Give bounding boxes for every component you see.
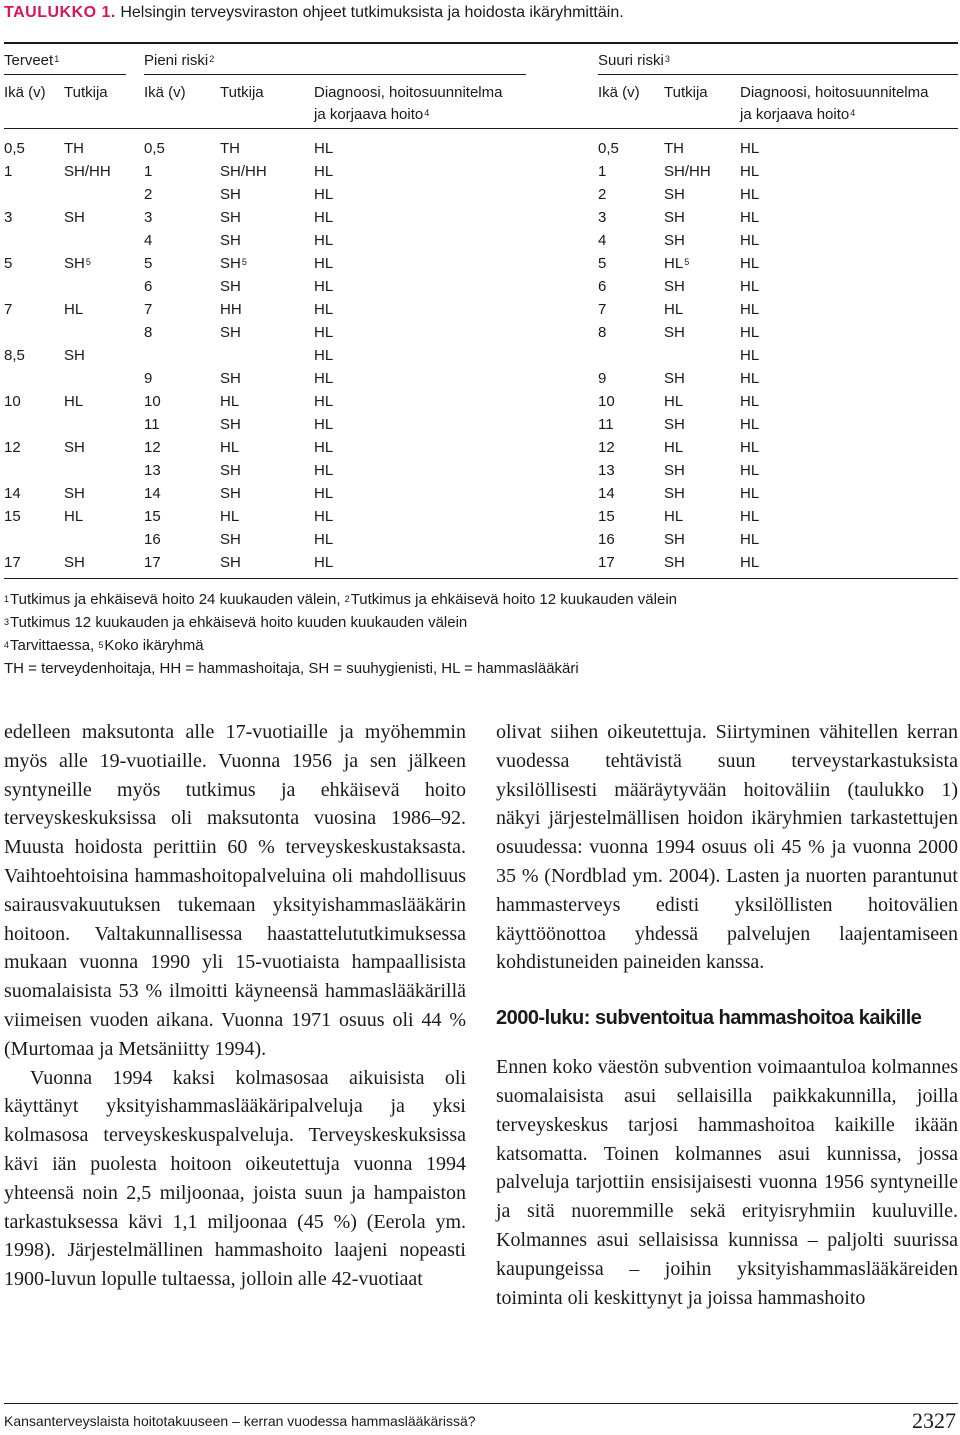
cell-high-diagnosis: HL (740, 416, 760, 433)
cell-low-examiner: TH (220, 140, 240, 157)
col-header-low-diagnosis: Diagnoosi, hoitosuunnitelma ja korjaava hoito$^4$ (314, 84, 503, 123)
col-header-low-age: Ikä (v) (144, 84, 186, 101)
cell-low-diagnosis: HL (314, 508, 334, 525)
cell-high-age: 1 (598, 163, 607, 180)
cell-high-age: 2 (598, 186, 607, 203)
cell-high-diagnosis: HL (740, 255, 760, 272)
cell-high-examiner: SH (664, 370, 685, 387)
cell-high-age: 15 (598, 508, 615, 525)
col-header-healthy-age: Ikä (v) (4, 84, 46, 101)
col-header-high-examiner: Tutkija (664, 84, 708, 101)
cell-high-diagnosis: HL (740, 393, 760, 410)
cell-low-diagnosis: HL (314, 255, 334, 272)
cell-low-diagnosis: HL (314, 140, 334, 157)
cell-healthy-age: 17 (4, 554, 21, 571)
cell-healthy-examiner: SH (64, 209, 85, 226)
table-caption (4, 4, 624, 22)
cell-high-age: 13 (598, 462, 615, 479)
paragraph: edelleen maksutonta alle 17-vuotiaille ja myöhemmin myös alle 19-vuotiaille. Vuonna 1956 ja sen jälkeen syntyneille myös tutkimus ja ehkäisevä hoito terveyskeskuksissa oli maksutonta vuosina 1986–92. Muusta hoidosta perittiin 60 % terveyskeskustaksasta. Vaihtoehtoisina hammashoitopalveluina oli mahdollisuus sairausvakuutuksen tukemaan yksityishammaslääkärin hoitoon. Valtakunnallisessa haastattelututkimuksessa mukaan vuonna 1990 yli 15-vuotiaista hampaallisista suomalaisista 53 % ilmoitti käyneensä hammaslääkärillä viimeisen vuoden aikana. Vuonna 1971 osuus oli 44 % (Murtomaa ja Metsäniitty 1994). (4, 721, 466, 1060)
group-rule-healthy (4, 74, 126, 75)
cell-high-age: 14 (598, 485, 615, 502)
cell-high-examiner: SH (664, 462, 685, 479)
cell-low-age: 12 (144, 439, 161, 456)
cell-high-age: 7 (598, 301, 607, 318)
cell-high-examiner: $HL^5$ (664, 255, 690, 272)
cell-high-examiner: SH (664, 278, 685, 295)
footnote-legend: TH = terveydenhoitaja, HH = hammashoitaja, SH = suuhygienisti, HL = hammaslääkäri (4, 660, 579, 677)
cell-low-age: 7 (144, 301, 153, 318)
cell-high-examiner: SH (664, 485, 685, 502)
cell-low-examiner: SH (220, 278, 241, 295)
cell-low-examiner: $SH^5$ (220, 255, 247, 272)
table-top-rule (4, 42, 958, 44)
cell-low-diagnosis: HL (314, 324, 334, 341)
cell-low-diagnosis: HL (314, 531, 334, 548)
cell-low-age: 16 (144, 531, 161, 548)
cell-healthy-examiner: SH (64, 554, 85, 571)
cell-high-age: 5 (598, 255, 607, 272)
cell-low-age: 0,5 (144, 140, 165, 157)
cell-high-examiner: HL (664, 301, 684, 318)
page-number: 2327 (912, 1408, 956, 1433)
group-header-healthy: Terveet$^1$ (4, 52, 60, 69)
cell-high-age: 0,5 (598, 140, 619, 157)
cell-high-examiner: SH (664, 232, 685, 249)
cell-low-examiner: SH (220, 370, 241, 387)
cell-high-examiner: HL (664, 393, 684, 410)
cell-healthy-age: 8,5 (4, 347, 25, 364)
footer-rule (4, 1403, 958, 1404)
cell-low-diagnosis: HL (314, 163, 334, 180)
cell-low-diagnosis: HL (314, 554, 334, 571)
cell-high-diagnosis: HL (740, 370, 760, 387)
cell-healthy-examiner: HL (64, 508, 84, 525)
cell-healthy-age: 14 (4, 485, 21, 502)
cell-low-diagnosis: HL (314, 370, 334, 387)
cell-low-diagnosis: HL (314, 209, 334, 226)
cell-high-diagnosis: HL (740, 209, 760, 226)
cell-high-examiner: SH (664, 324, 685, 341)
cell-high-age: 17 (598, 554, 615, 571)
cell-low-age: 10 (144, 393, 161, 410)
cell-high-diagnosis: HL (740, 439, 760, 456)
cell-healthy-examiner: TH (64, 140, 84, 157)
col-header-healthy-examiner: Tutkija (64, 84, 108, 101)
cell-low-age: 5 (144, 255, 153, 272)
cell-low-age: 3 (144, 209, 153, 226)
body-column-left (4, 718, 466, 1294)
cell-low-examiner: SH (220, 186, 241, 203)
cell-high-age: 4 (598, 232, 607, 249)
cell-low-examiner: SH (220, 416, 241, 433)
section-heading: 2000-luku: subventoitua hammashoitoa kaikille (496, 1007, 922, 1030)
header-bottom-rule (4, 128, 958, 129)
paragraph: Vuonna 1994 kaksi kolmasosaa aikuisista oli käyttänyt yksityishammaslääkäripalveluja ja yksi kolmasosa terveyskeskuspalveluja. Terveyskeskuksissa kävi iän puolesta hoitoon oikeutettuja vuonna 1994 yhteensä noin 2,5 miljoonaa, joista suun ja hampaiston tarkastuksessa kävi 1,1 miljoonaa (45 %) (Eerola ym. 1998). Järjestelmällinen hammashoito laajeni nopeasti 1900-luvun lopulle tultaessa, jolloin alle 42-vuotiaat (4, 1066, 466, 1291)
cell-low-examiner: SH (220, 324, 241, 341)
footnote-line-2: $^3$Tutkimus 12 kuukauden ja ehkäisevä hoito kuuden kuukauden välein (4, 614, 468, 631)
cell-healthy-examiner: HL (64, 393, 84, 410)
cell-low-diagnosis: HL (314, 393, 334, 410)
cell-high-age: 3 (598, 209, 607, 226)
body-column-right (496, 718, 958, 1312)
cell-high-diagnosis: HL (740, 140, 760, 157)
cell-high-examiner: SH (664, 531, 685, 548)
cell-healthy-age: 12 (4, 439, 21, 456)
table-label: TAULUKKO 1. (4, 4, 116, 21)
paragraph: olivat siihen oikeutettuja. Siirtyminen vähitellen kerran vuodessa tehtävistä suun terveystarkastuksista yksilöllisesti määräytyvään hoitoväliin (taulukko 1) näkyi järjestelmällisen hoidon ikäryhmien tarkastettujen osuudessa: vuonna 1994 osuus oli 45 % ja vuonna 2000 35 % (Nordblad ym. 2004). Lasten ja nuorten parantunut hammasterveys edisti yksilöllisten hoitovälien käyttöönottoa yhdessä palvelujen laajentamiseen kohdistuneiden paineiden kanssa. (496, 721, 958, 974)
cell-healthy-age: 3 (4, 209, 13, 226)
cell-low-age: 15 (144, 508, 161, 525)
cell-healthy-examiner: SH (64, 485, 85, 502)
cell-healthy-examiner: SH (64, 347, 85, 364)
cell-low-examiner: SH (220, 462, 241, 479)
cell-low-examiner: SH (220, 485, 241, 502)
footnote-line-1: $^1$Tutkimus ja ehkäisevä hoito 24 kuukauden välein, $^2$Tutkimus ja ehkäisevä hoito 12 kuukauden välein (4, 591, 677, 608)
cell-high-age: 9 (598, 370, 607, 387)
cell-healthy-age: 1 (4, 163, 13, 180)
cell-high-age: 6 (598, 278, 607, 295)
group-rule-low-risk (144, 74, 526, 75)
cell-high-diagnosis: HL (740, 347, 760, 364)
running-title: Kansanterveyslaista hoitotakuuseen – kerran vuodessa hammaslääkärissä? (4, 1413, 476, 1429)
cell-low-age: 13 (144, 462, 161, 479)
cell-healthy-examiner: $SH^5$ (64, 255, 91, 272)
cell-low-diagnosis: HL (314, 301, 334, 318)
cell-low-examiner: HL (220, 393, 240, 410)
cell-healthy-examiner: SH (64, 439, 85, 456)
cell-high-examiner: SH (664, 554, 685, 571)
cell-low-examiner: SH (220, 209, 241, 226)
cell-high-examiner: SH (664, 186, 685, 203)
cell-high-age: 11 (598, 416, 614, 433)
cell-low-diagnosis: HL (314, 485, 334, 502)
cell-low-age: 6 (144, 278, 153, 295)
group-header-low-risk: Pieni riski$^2$ (144, 52, 215, 69)
cell-high-diagnosis: HL (740, 186, 760, 203)
cell-high-diagnosis: HL (740, 462, 760, 479)
cell-low-diagnosis: HL (314, 186, 334, 203)
cell-healthy-age: 7 (4, 301, 13, 318)
col-header-high-age: Ikä (v) (598, 84, 640, 101)
paragraph: Ennen koko väestön subvention voimaantuloa kolmannes suomalaisista asui sellaisilla paikkakunnilla, joilla terveyskeskus tarjosi hammashoitoa kaikille ikään katsomatta. Toinen kolmannes asui kunnissa, jossa palveluja tarjottiin ensisijaisesti vuonna 1956 syntyneille ja sitä nuoremmille sekä erityisryhmiin kuuluville. Kolmannes asui sellaisissa kunnissa – paljolti suurissa kaupungeissa – joihin yksityishammaslääkäreiden toiminta oli keskittynyt ja joissa hammashoito (496, 1056, 958, 1309)
cell-low-age: 17 (144, 554, 161, 571)
cell-high-age: 10 (598, 393, 615, 410)
cell-low-diagnosis: HL (314, 278, 334, 295)
cell-low-age: 1 (144, 163, 153, 180)
cell-high-examiner: HL (664, 508, 684, 525)
cell-high-examiner: HL (664, 439, 684, 456)
cell-high-age: 16 (598, 531, 615, 548)
cell-low-examiner: SH (220, 232, 241, 249)
col-header-low-examiner: Tutkija (220, 84, 264, 101)
cell-low-age: 2 (144, 186, 153, 203)
cell-low-age: 14 (144, 485, 161, 502)
cell-low-age: 8 (144, 324, 153, 341)
cell-low-age: 4 (144, 232, 153, 249)
table-bottom-rule (4, 578, 958, 579)
cell-low-examiner: HL (220, 508, 240, 525)
cell-high-examiner: TH (664, 140, 684, 157)
cell-high-diagnosis: HL (740, 324, 760, 341)
cell-high-examiner: SH/HH (664, 163, 711, 180)
cell-low-diagnosis: HL (314, 439, 334, 456)
cell-high-diagnosis: HL (740, 232, 760, 249)
cell-healthy-age: 0,5 (4, 140, 25, 157)
group-header-high-risk: Suuri riski$^3$ (598, 52, 670, 69)
cell-healthy-age: 10 (4, 393, 21, 410)
cell-high-examiner: SH (664, 416, 685, 433)
cell-low-diagnosis: HL (314, 347, 334, 364)
cell-high-age: 12 (598, 439, 615, 456)
cell-high-diagnosis: HL (740, 163, 760, 180)
cell-healthy-examiner: HL (64, 301, 84, 318)
cell-high-diagnosis: HL (740, 278, 760, 295)
cell-low-age: 11 (144, 416, 160, 433)
cell-high-age: 8 (598, 324, 607, 341)
table-title: Helsingin terveysviraston ohjeet tutkimuksista ja hoidosta ikäryhmittäin. (120, 4, 624, 21)
cell-healthy-age: 5 (4, 255, 13, 272)
cell-high-diagnosis: HL (740, 485, 760, 502)
cell-healthy-age: 15 (4, 508, 21, 525)
col-header-high-diagnosis: Diagnoosi, hoitosuunnitelma ja korjaava hoito$^4$ (740, 84, 929, 123)
cell-low-examiner: SH (220, 531, 241, 548)
cell-high-diagnosis: HL (740, 554, 760, 571)
cell-low-diagnosis: HL (314, 462, 334, 479)
cell-high-diagnosis: HL (740, 531, 760, 548)
cell-high-diagnosis: HL (740, 508, 760, 525)
footnote-line-3: $^4$Tarvittaessa, $^5$Koko ikäryhmä (4, 637, 204, 654)
group-rule-high-risk (598, 74, 958, 75)
cell-low-examiner: HL (220, 439, 240, 456)
cell-low-age: 9 (144, 370, 153, 387)
cell-low-examiner: SH/HH (220, 163, 267, 180)
cell-low-examiner: SH (220, 554, 241, 571)
cell-low-examiner: HH (220, 301, 242, 318)
cell-healthy-examiner: SH/HH (64, 163, 111, 180)
cell-low-diagnosis: HL (314, 416, 334, 433)
cell-low-diagnosis: HL (314, 232, 334, 249)
cell-high-examiner: SH (664, 209, 685, 226)
cell-high-diagnosis: HL (740, 301, 760, 318)
